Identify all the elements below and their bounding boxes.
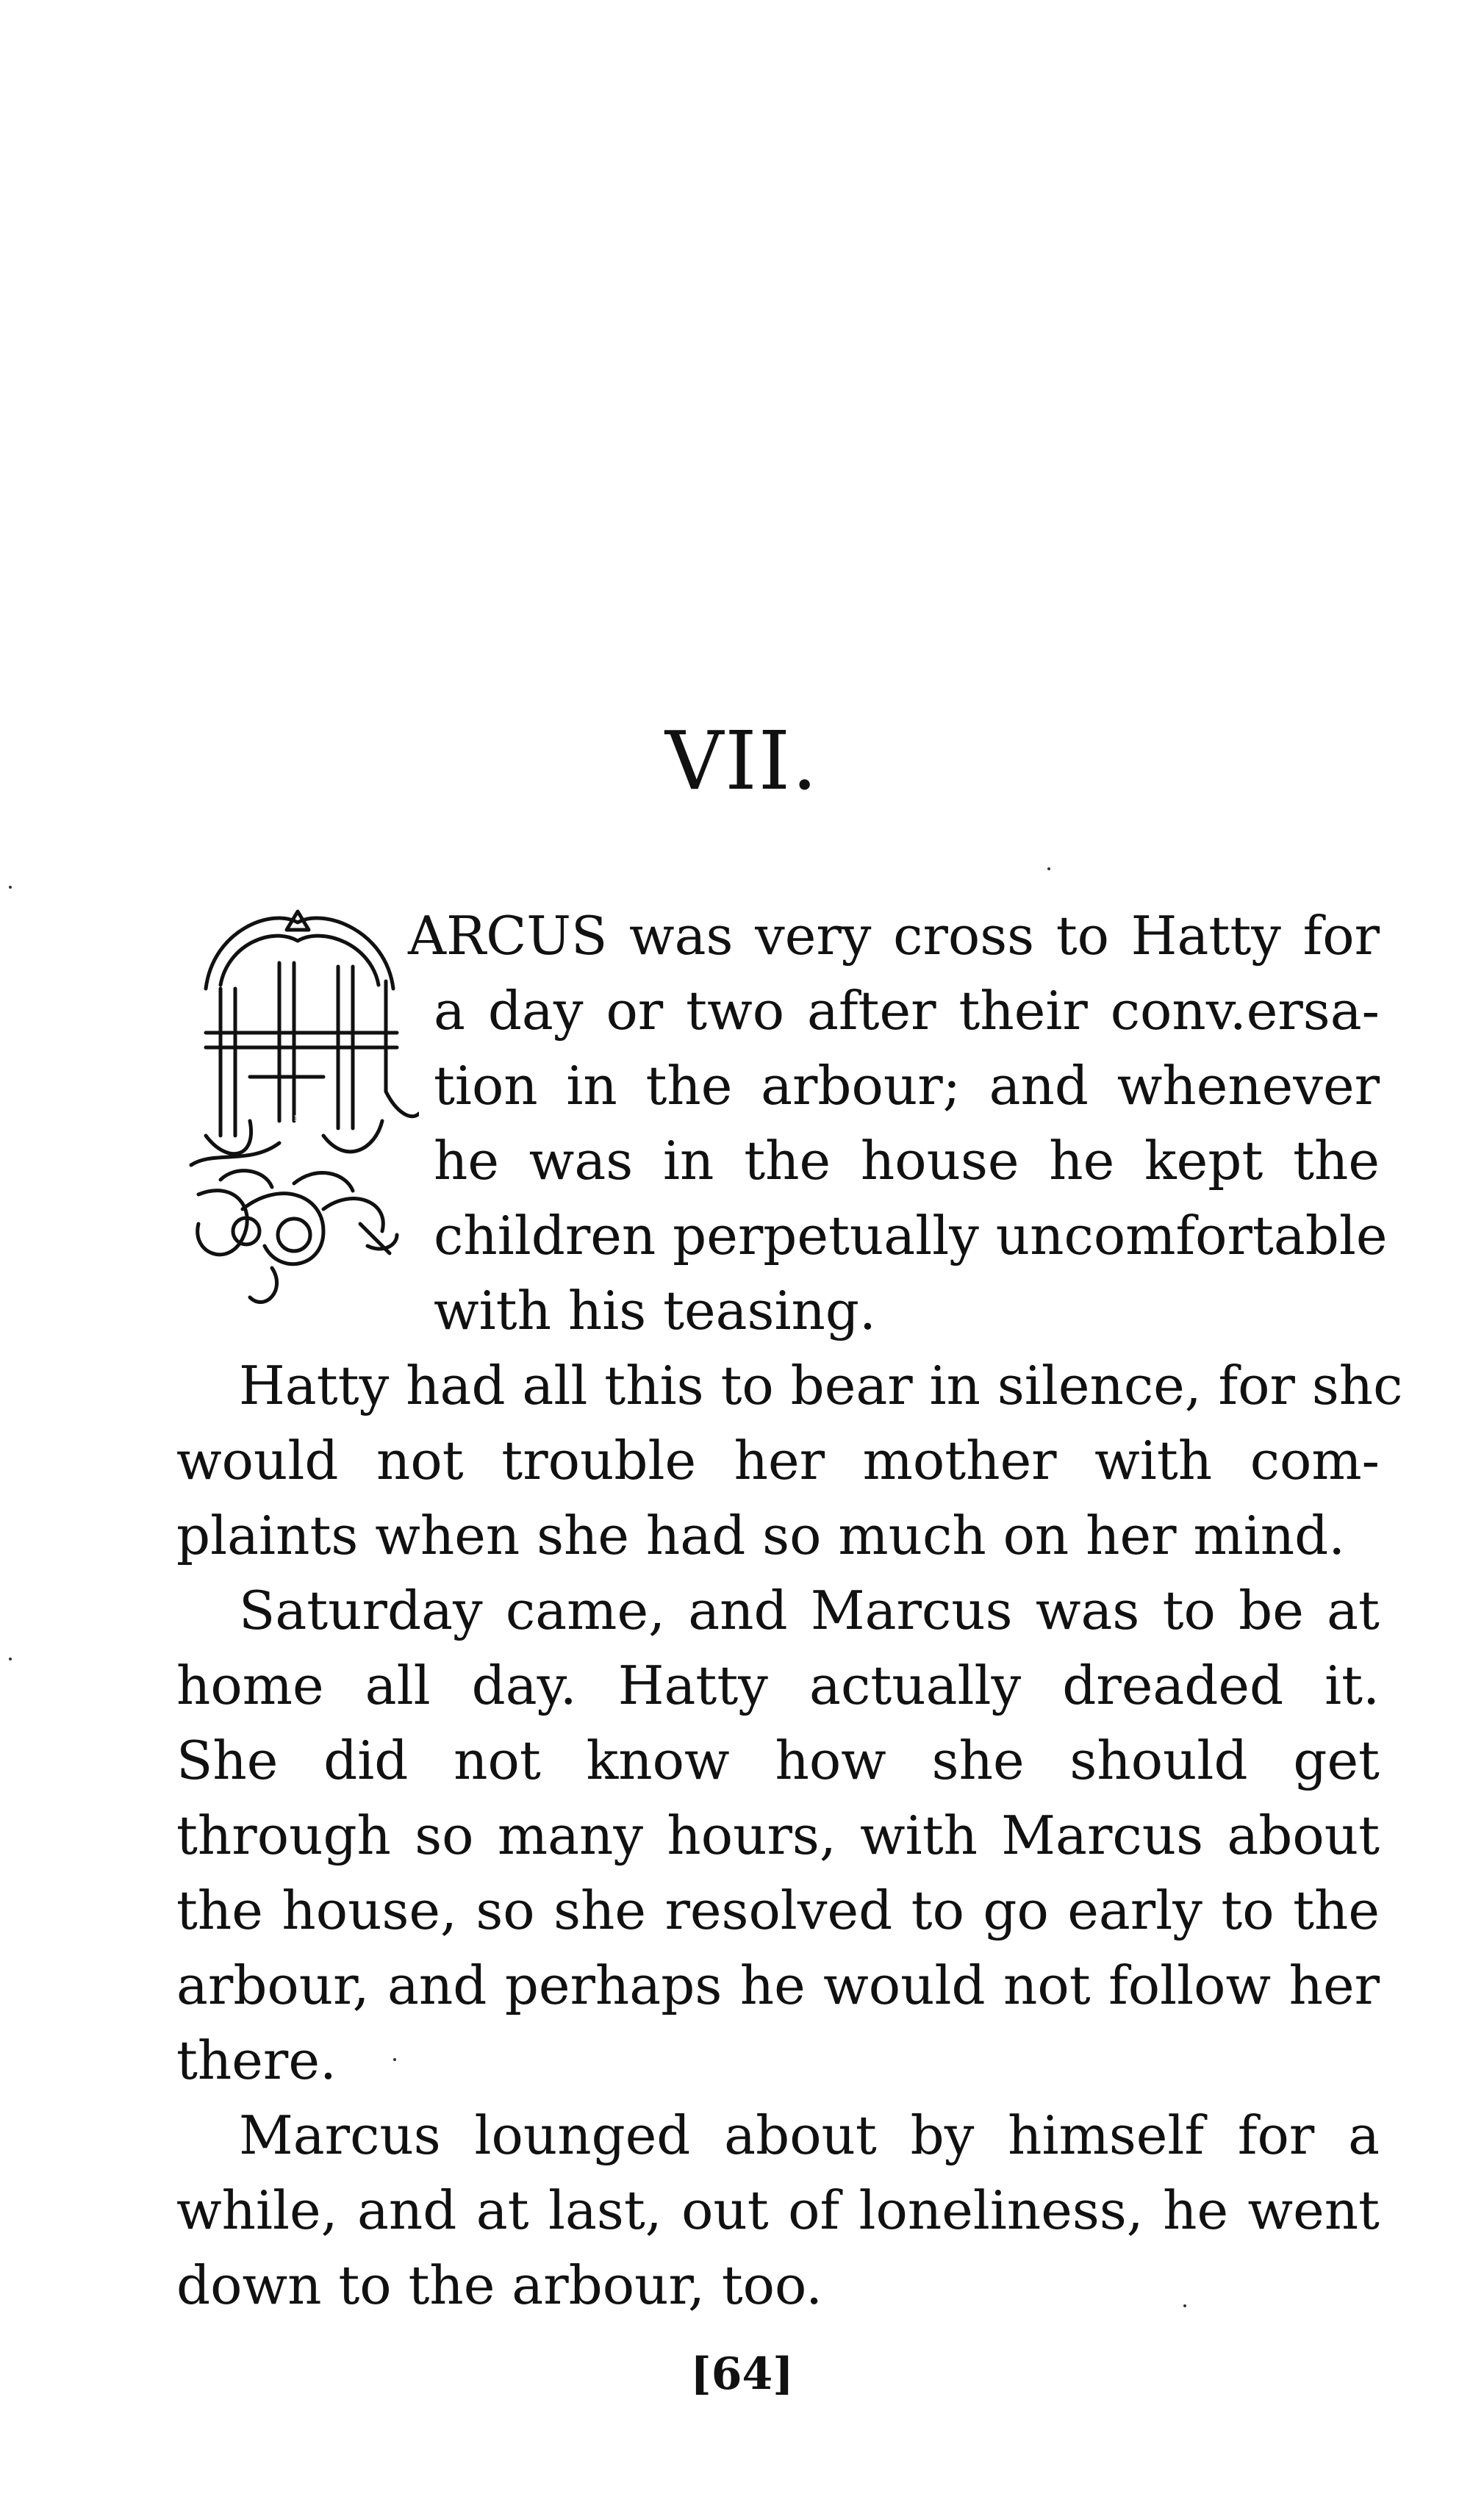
page-number: [64] bbox=[690, 2348, 794, 2400]
svg-text:M: M bbox=[293, 1115, 302, 1123]
print-speck bbox=[9, 886, 12, 889]
text-line: Saturday came, and Marcus was to be at bbox=[239, 1580, 1380, 1641]
drop-cap-ornament bbox=[176, 900, 419, 1312]
text-line: he was in the house he kept the bbox=[434, 1130, 1380, 1192]
text-line: Hatty had all this to bear in silence, for shc bbox=[239, 1355, 1403, 1416]
print-speck bbox=[393, 2058, 396, 2061]
text-line: would not trouble her mother with com- bbox=[176, 1430, 1380, 1491]
print-speck bbox=[9, 1658, 12, 1660]
text-line: home all day. Hatty actually dreaded it. bbox=[176, 1655, 1380, 1716]
text-line: there. bbox=[176, 2029, 337, 2091]
chapter-heading: VII. bbox=[664, 714, 820, 808]
text-line: the house, so she resolved to go early to the bbox=[176, 1880, 1380, 1941]
text-line: a day or two after their conv.ersa- bbox=[434, 980, 1380, 1042]
print-speck bbox=[1183, 2304, 1186, 2307]
text-line: children perpetually uncomfortable bbox=[434, 1205, 1388, 1266]
text-line: while, and at last, out of loneliness, he went bbox=[176, 2179, 1380, 2241]
text-line: with his teasing. bbox=[434, 1280, 876, 1341]
text-line: down to the arbour, too. bbox=[176, 2254, 822, 2316]
text-line: Marcus lounged about by himself for a bbox=[239, 2104, 1380, 2166]
text-line: arbour, and perhaps he would not follow her bbox=[176, 1954, 1380, 2016]
print-speck bbox=[1047, 867, 1050, 870]
text-line: through so many hours, with Marcus about bbox=[176, 1805, 1380, 1866]
text-line: plaints when she had so much on her mind. bbox=[176, 1505, 1346, 1566]
text-line: tion in the arbour; and whenever bbox=[434, 1055, 1380, 1117]
text-line: ARCUS was very cross to Hatty for bbox=[408, 905, 1380, 967]
text-line: She did not know how she should get bbox=[176, 1730, 1380, 1791]
